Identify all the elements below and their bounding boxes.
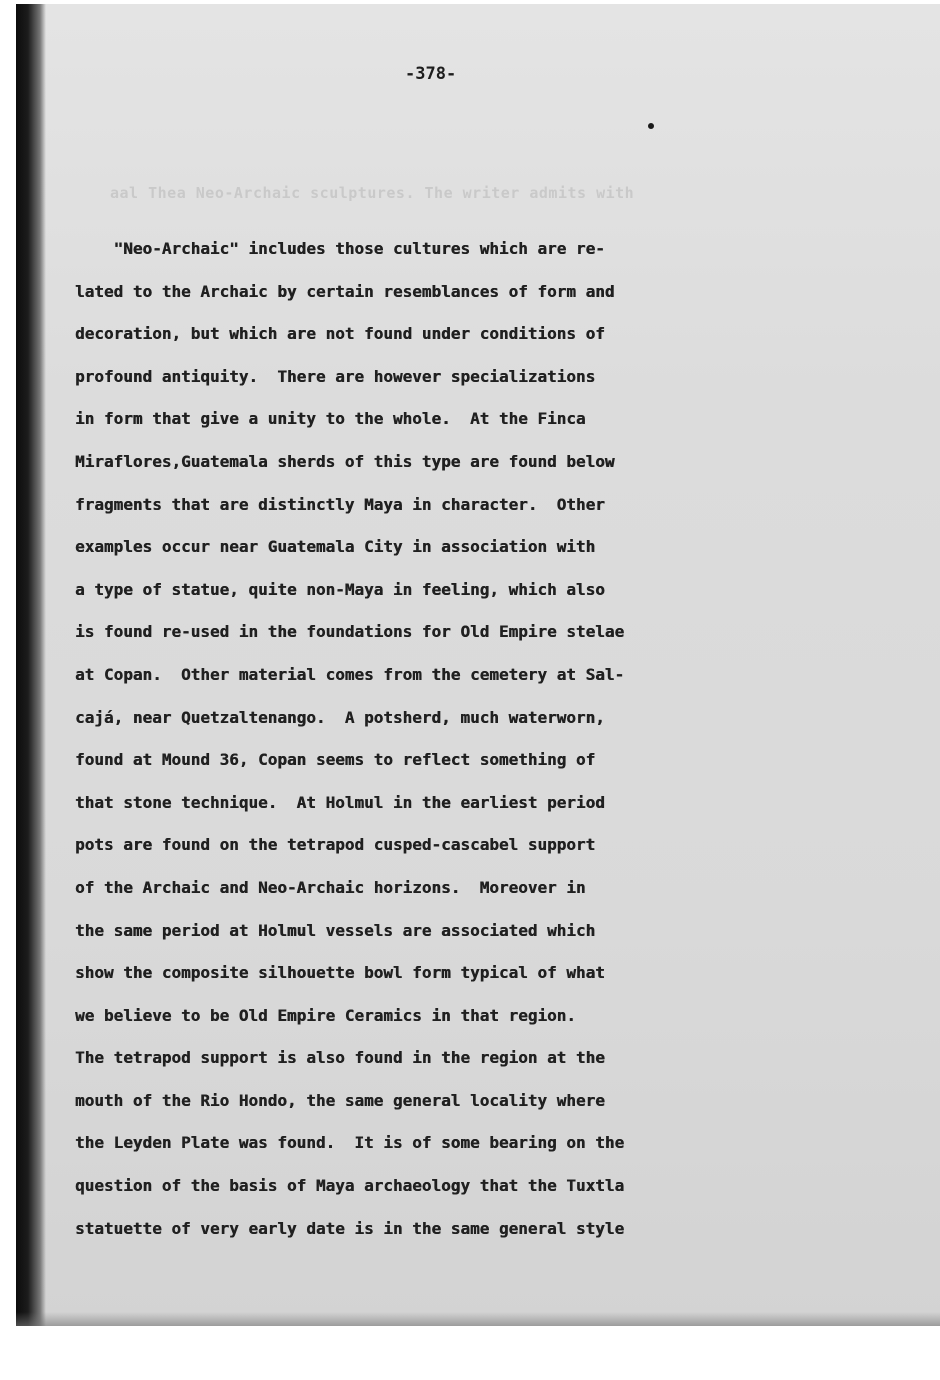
text-line: in form that give a unity to the whole. At the Finca: [75, 409, 586, 429]
text-line: "Neo-Archaic" includes those cultures which are re-: [75, 239, 605, 258]
text-line: we believe to be Old Empire Ceramics in that region.: [75, 1005, 576, 1025]
text-line: the Leyden Plate was found. It is of some bearing on the: [75, 1133, 625, 1153]
text-line: question of the basis of Maya archaeology that the Tuxtla: [75, 1176, 625, 1196]
text-line: the same period at Holmul vessels are associated which: [75, 920, 596, 940]
text-line: a type of statue, quite non-Maya in feeling, which also: [75, 579, 605, 599]
bottom-edge-shadow: [16, 1312, 940, 1326]
text-line: Miraflores,Guatemala sherds of this type are found below: [75, 451, 615, 471]
text-line: found at Mound 36, Copan seems to reflect something of: [75, 750, 596, 770]
text-line: fragments that are distinctly Maya in character. Other: [75, 494, 605, 514]
text-line: show the composite silhouette bowl form typical of what: [75, 963, 605, 983]
text-line: examples occur near Guatemala City in association with: [75, 537, 596, 557]
text-line: pots are found on the tetrapod cusped-cascabel support: [75, 835, 596, 855]
text-line: profound antiquity. There are however specializations: [75, 366, 596, 386]
text-line: decoration, but which are not found under conditions of: [75, 324, 605, 344]
ink-dot: [648, 123, 654, 129]
body-text: [75, 228, 855, 1250]
text-line: is found re-used in the foundations for Old Empire stelae: [75, 622, 625, 642]
binding-shadow: [16, 4, 46, 1326]
text-line: that stone technique. At Holmul in the earliest period: [75, 792, 605, 812]
page-number: -378-: [405, 64, 457, 84]
text-line: at Copan. Other material comes from the cemetery at Sal-: [75, 664, 625, 684]
text-line: The tetrapod support is also found in the region at the: [75, 1048, 605, 1068]
text-line: statuette of very early date is in the same general style: [75, 1218, 625, 1238]
text-line: mouth of the Rio Hondo, the same general locality where: [75, 1090, 605, 1110]
bleed-through-text: aal Thea Neo-Archaic sculptures. The writer admits with: [110, 184, 635, 202]
text-line: lated to the Archaic by certain resemblances of form and: [75, 281, 615, 301]
text-line: of the Archaic and Neo-Archaic horizons. Moreover in: [75, 877, 586, 897]
text-line: cajá, near Quetzaltenango. A potsherd, much waterworn,: [75, 707, 605, 727]
